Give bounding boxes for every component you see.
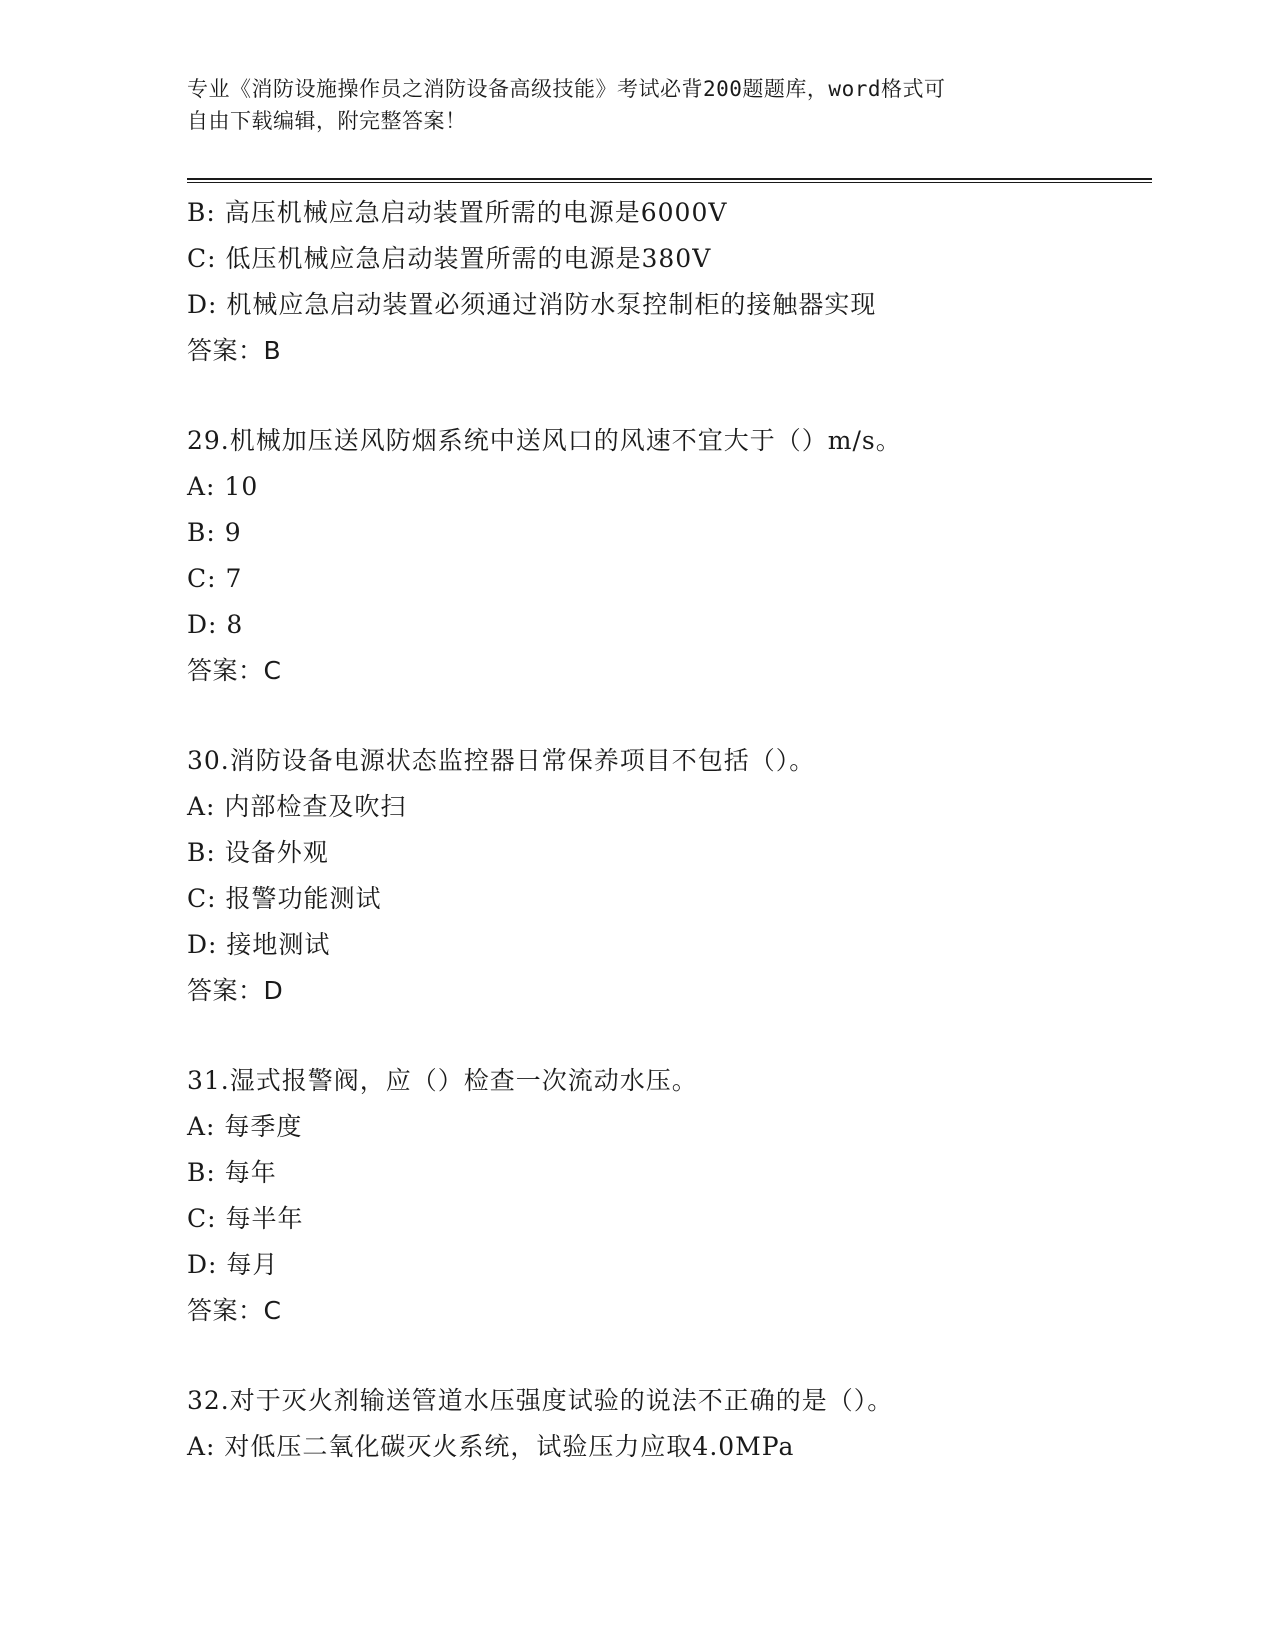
option-c: C: 低压机械应急启动装置所需的电源是380V: [187, 244, 712, 273]
question-block-31: [187, 1058, 1147, 1334]
header-line-1: 专业《消防设施操作员之消防设备高级技能》考试必背200题题库，word格式可: [187, 77, 946, 101]
option-d: D: 8: [187, 610, 244, 639]
option-c: C: 报警功能测试: [187, 884, 382, 913]
option-b: B: 高压机械应急启动装置所需的电源是6000V: [187, 198, 728, 227]
option-d: D: 接地测试: [187, 930, 331, 959]
header-divider-thick: [187, 178, 1152, 180]
question-stem: 32.对于灭火剂输送管道水压强度试验的说法不正确的是（）。: [187, 1386, 894, 1415]
option-a: A: 每季度: [187, 1112, 303, 1141]
document-header: [187, 73, 1087, 137]
option-d: D: 每月: [187, 1250, 279, 1279]
question-block-32: [187, 1378, 1147, 1470]
answer-line: 答案：B: [187, 336, 282, 365]
question-block-30: [187, 738, 1147, 1014]
header-divider-thin: [187, 182, 1152, 183]
question-stem: 30.消防设备电源状态监控器日常保养项目不包括（）。: [187, 746, 816, 775]
answer-line: 答案：D: [187, 976, 284, 1005]
option-d: D: 机械应急启动装置必须通过消防水泵控制柜的接触器实现: [187, 290, 877, 319]
option-b: B: 每年: [187, 1158, 277, 1187]
header-line-2: 自由下载编辑，附完整答案！: [187, 109, 467, 133]
question-block-28: [187, 190, 1147, 374]
option-c: C: 7: [187, 564, 243, 593]
question-stem: 29.机械加压送风防烟系统中送风口的风速不宜大于（）m/s。: [187, 426, 902, 455]
option-a: A: 10: [187, 472, 259, 501]
option-a: A: 对低压二氧化碳灭火系统，试验压力应取4.0MPa: [187, 1432, 795, 1461]
answer-line: 答案：C: [187, 1296, 282, 1325]
question-block-29: [187, 418, 1147, 694]
option-b: B: 9: [187, 518, 242, 547]
question-stem: 31.湿式报警阀，应（）检查一次流动水压。: [187, 1066, 698, 1095]
option-b: B: 设备外观: [187, 838, 329, 867]
answer-line: 答案：C: [187, 656, 282, 685]
option-c: C: 每半年: [187, 1204, 304, 1233]
document-body: [187, 190, 1147, 1470]
option-a: A: 内部检查及吹扫: [187, 792, 407, 821]
